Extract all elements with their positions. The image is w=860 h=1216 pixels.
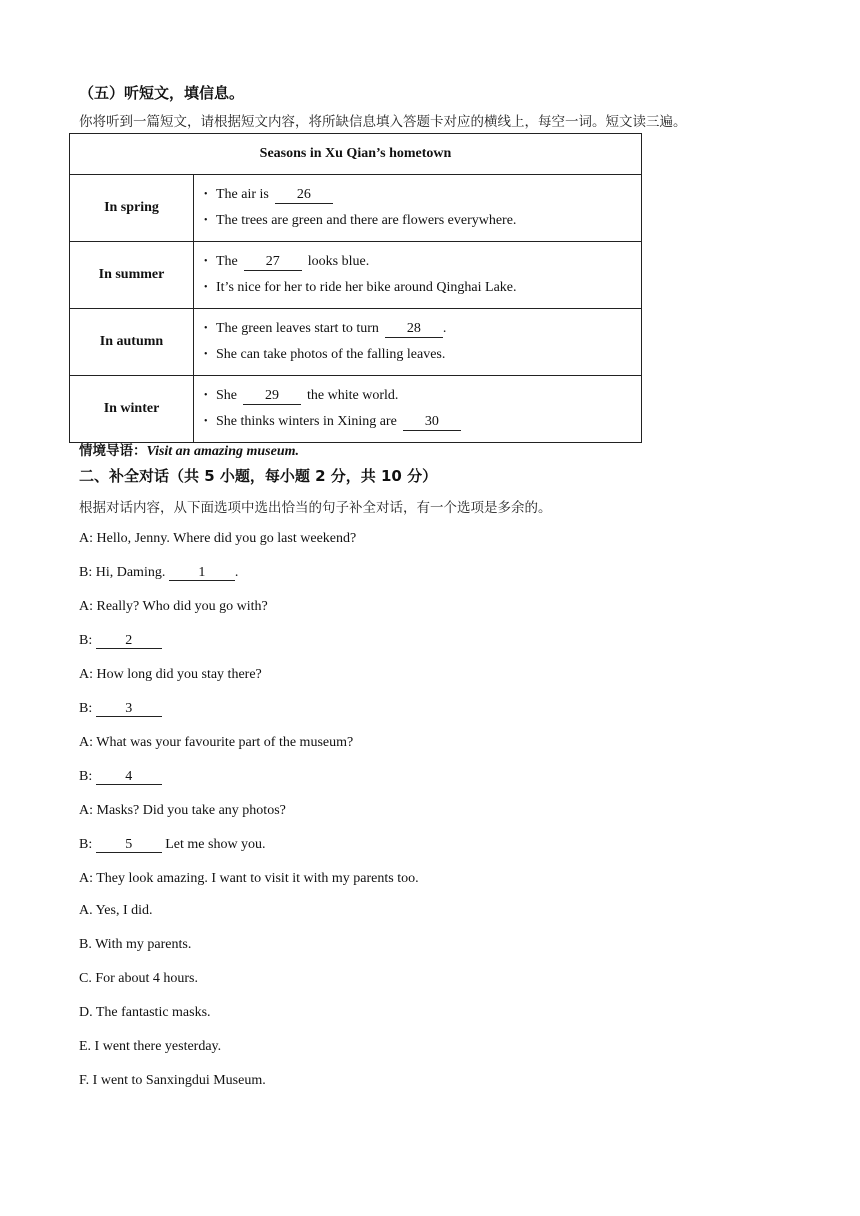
option-item: E. I went there yesterday. xyxy=(79,1039,222,1054)
section-heading: （五）听短文，填信息。 xyxy=(79,84,245,102)
line-text: B: xyxy=(79,837,93,852)
line-text: The green leaves start to turn xyxy=(216,321,379,336)
table-row xyxy=(70,376,642,443)
table-title: Seasons in Xu Qian’s hometown xyxy=(70,134,642,175)
dialogue-line: A: Really? Who did you go with? xyxy=(79,599,268,614)
info-line xyxy=(204,275,640,301)
info-line xyxy=(204,409,640,435)
line-text: looks blue. xyxy=(307,254,370,269)
bullet-icon: • xyxy=(204,282,208,293)
line-text: She thinks winters in Xining are xyxy=(216,414,397,429)
info-line xyxy=(204,383,640,409)
dialogue-line xyxy=(79,765,779,799)
line-text: B: xyxy=(79,633,93,648)
bullet-icon: • xyxy=(204,416,208,427)
dialogue-line xyxy=(79,833,779,867)
table-row xyxy=(70,309,642,376)
answer-blank-28[interactable]: 28 xyxy=(385,321,443,338)
season-info xyxy=(194,175,642,242)
bullet-icon: • xyxy=(204,215,208,226)
bullet-icon: • xyxy=(204,323,208,334)
bullet-icon: • xyxy=(204,390,208,401)
season-label: In winter xyxy=(70,376,194,443)
line-text: the white world. xyxy=(307,388,399,403)
line-text: The air is xyxy=(216,187,269,202)
season-label: In summer xyxy=(70,242,194,309)
dialogue-blank-5[interactable]: 5 xyxy=(96,837,162,853)
line-text: She xyxy=(216,388,237,403)
table-header-row xyxy=(70,134,642,175)
line-text: . xyxy=(442,321,447,336)
dialogue-blank-3[interactable]: 3 xyxy=(96,701,162,717)
dialogue-line xyxy=(79,629,779,663)
options-list xyxy=(79,899,779,1103)
line-text: B: xyxy=(79,769,93,784)
dialogue-line xyxy=(79,561,779,595)
line-text: Let me show you. xyxy=(165,837,266,852)
dialogue-blank-4[interactable]: 4 xyxy=(96,769,162,785)
table-row xyxy=(70,242,642,309)
info-line xyxy=(204,249,640,275)
section-title: 二、补全对话（共 5 小题，每小题 2 分，共 10 分） xyxy=(79,467,438,485)
line-text: B: Hi, Daming. xyxy=(79,565,166,580)
line-text: B: xyxy=(79,701,93,716)
info-line xyxy=(204,182,640,208)
line-text: The trees are green and there are flowers everywhere. xyxy=(216,213,517,228)
option-item: F. I went to Sanxingdui Museum. xyxy=(79,1073,266,1088)
info-line xyxy=(204,208,640,234)
season-info xyxy=(194,376,642,443)
option-item: D. The fantastic masks. xyxy=(79,1005,211,1020)
bullet-icon: • xyxy=(204,189,208,200)
season-info xyxy=(194,242,642,309)
option-item: C. For about 4 hours. xyxy=(79,971,198,986)
line-text: It’s nice for her to ride her bike around Qinghai Lake. xyxy=(216,280,517,295)
bullet-icon: • xyxy=(204,256,208,267)
seasons-table xyxy=(69,133,642,443)
option-item: A. Yes, I did. xyxy=(79,903,153,918)
dialogue-line: A: How long did you stay there? xyxy=(79,667,262,682)
info-line xyxy=(204,342,640,368)
situation-label: 情境导语： xyxy=(79,443,147,459)
bullet-icon: • xyxy=(204,349,208,360)
option-item: B. With my parents. xyxy=(79,937,192,952)
answer-blank-27[interactable]: 27 xyxy=(244,254,302,271)
listening-instruction: 你将听到一篇短文，请根据短文内容，将所缺信息填入答题卡对应的横线上，每空一词。短文读三遍。 xyxy=(79,114,687,130)
situation-intro xyxy=(79,439,299,460)
season-label: In autumn xyxy=(70,309,194,376)
line-text: . xyxy=(234,565,239,580)
season-info xyxy=(194,309,642,376)
dialogue-line: A: They look amazing. I want to visit it with my parents too. xyxy=(79,871,419,886)
line-text: She can take photos of the falling leaves. xyxy=(216,347,446,362)
season-label: In spring xyxy=(70,175,194,242)
answer-blank-29[interactable]: 29 xyxy=(243,388,301,405)
answer-blank-26[interactable]: 26 xyxy=(275,187,333,204)
section-instruction: 根据对话内容，从下面选项中选出恰当的句子补全对话，有一个选项是多余的。 xyxy=(79,500,552,516)
dialogue-blank-1[interactable]: 1 xyxy=(169,565,235,581)
answer-blank-30[interactable]: 30 xyxy=(403,414,461,431)
dialogue-line: A: Hello, Jenny. Where did you go last weekend? xyxy=(79,531,357,546)
dialogue-line: A: Masks? Did you take any photos? xyxy=(79,803,286,818)
info-line xyxy=(204,316,640,342)
dialogue-line xyxy=(79,697,779,731)
line-text: The xyxy=(216,254,238,269)
dialogue-blank-2[interactable]: 2 xyxy=(96,633,162,649)
dialogue-line: A: What was your favourite part of the museum? xyxy=(79,735,354,750)
dialogue xyxy=(79,527,779,901)
situation-text: Visit an amazing museum. xyxy=(146,444,299,459)
table-row xyxy=(70,175,642,242)
